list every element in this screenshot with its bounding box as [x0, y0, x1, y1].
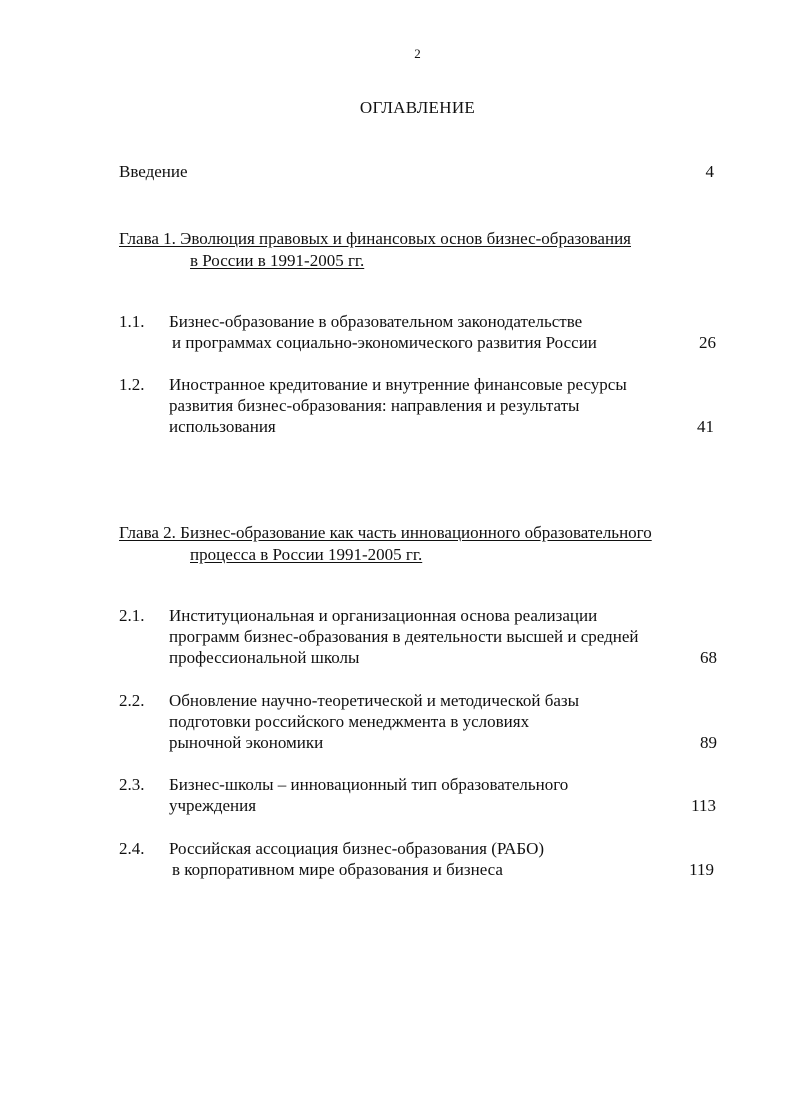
- section-number: 2.3.: [119, 775, 145, 794]
- section-page: 89: [700, 733, 717, 752]
- chapter-1-title-line-2: в России в 1991-2005 гг.: [190, 251, 365, 270]
- chapter-1-title-line-1: Глава 1. Эволюция правовых и финансовых основ бизнес-образования: [119, 229, 631, 248]
- toc-title: ОГЛАВЛЕНИЕ: [359, 98, 476, 117]
- section-title-line-2: развития бизнес-образования: направления и результаты: [169, 396, 580, 415]
- section-page: 119: [689, 860, 714, 879]
- section-number: 1.1.: [119, 312, 145, 331]
- section-title-line-2: программ бизнес-образования в деятельности высшей и средней: [169, 627, 639, 646]
- section-title-line-1: Иностранное кредитование и внутренние финансовые ресурсы: [169, 375, 627, 394]
- section-number: 2.1.: [119, 606, 145, 625]
- intro-page: 4: [705, 162, 714, 181]
- section-page: 26: [699, 333, 716, 352]
- section-page: 41: [697, 417, 714, 436]
- section-page: 113: [691, 796, 716, 815]
- section-page: 68: [700, 648, 717, 667]
- chapter-2-title-line-2: процесса в России 1991-2005 гг.: [190, 545, 423, 564]
- section-title-line-3: рыночной экономики: [169, 733, 324, 752]
- section-number: 1.2.: [119, 375, 145, 394]
- section-title-line-3: профессиональной школы: [169, 648, 360, 667]
- section-title-line-2: в корпоративном мире образования и бизнеса: [172, 860, 503, 879]
- section-number: 2.4.: [119, 839, 145, 858]
- section-title-line-2: и программах социально-экономического развития России: [172, 333, 597, 352]
- section-title-line-3: использования: [169, 417, 276, 436]
- section-title-line-1: Бизнес-школы – инновационный тип образовательного: [169, 775, 569, 794]
- intro-label: Введение: [119, 162, 188, 181]
- section-title-line-2: подготовки российского менеджмента в условиях: [169, 712, 530, 731]
- section-title-line-1: Российская ассоциация бизнес-образования (РАБО): [169, 839, 545, 858]
- section-title-line-2: учреждения: [169, 796, 257, 815]
- page-number: 2: [414, 46, 421, 61]
- section-title-line-1: Бизнес-образование в образовательном законодательстве: [169, 312, 583, 331]
- section-title-line-1: Институциональная и организационная основа реализации: [169, 606, 598, 625]
- section-number: 2.2.: [119, 691, 145, 710]
- section-title-line-1: Обновление научно-теоретической и методической базы: [169, 691, 580, 710]
- chapter-2-title-line-1: Глава 2. Бизнес-образование как часть инновационного образовательного: [119, 523, 652, 542]
